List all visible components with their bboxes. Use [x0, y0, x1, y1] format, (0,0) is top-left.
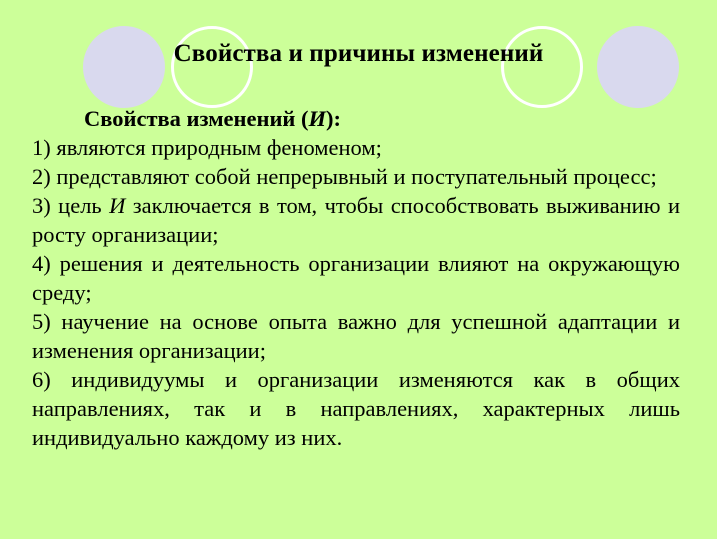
slide-subtitle [32, 104, 680, 133]
subtitle-italic: И [308, 106, 326, 131]
list-item-3-after: заключается в том, чтобы способствовать выживанию и росту организации; [32, 193, 680, 247]
list-item-2: 2) представляют собой непрерывный и поступательный процесс; [32, 164, 657, 189]
list-item-1: 1) являются природным феноменом; [32, 135, 382, 160]
subtitle-prefix: Свойства изменений ( [84, 106, 309, 131]
list-item-3-before: 3) цель [32, 193, 110, 218]
list-item-3 [32, 191, 680, 249]
slide-content [32, 104, 680, 452]
list-item-3-italic: И [109, 193, 126, 218]
list-item-5: 5) научение на основе опыта важно для успешной адаптации и изменения организации; [32, 309, 680, 363]
list-item-4: 4) решения и деятельность организации влияют на окружающую среду; [32, 251, 680, 305]
list-item-6: 6) индивидуумы и организации изменяются как в общих направлениях, так и в направлениях, характерных лишь индивидуально каждому из них. [32, 367, 680, 450]
subtitle-suffix: ): [326, 106, 341, 131]
slide-title: Свойства и причины изменений [173, 40, 544, 67]
